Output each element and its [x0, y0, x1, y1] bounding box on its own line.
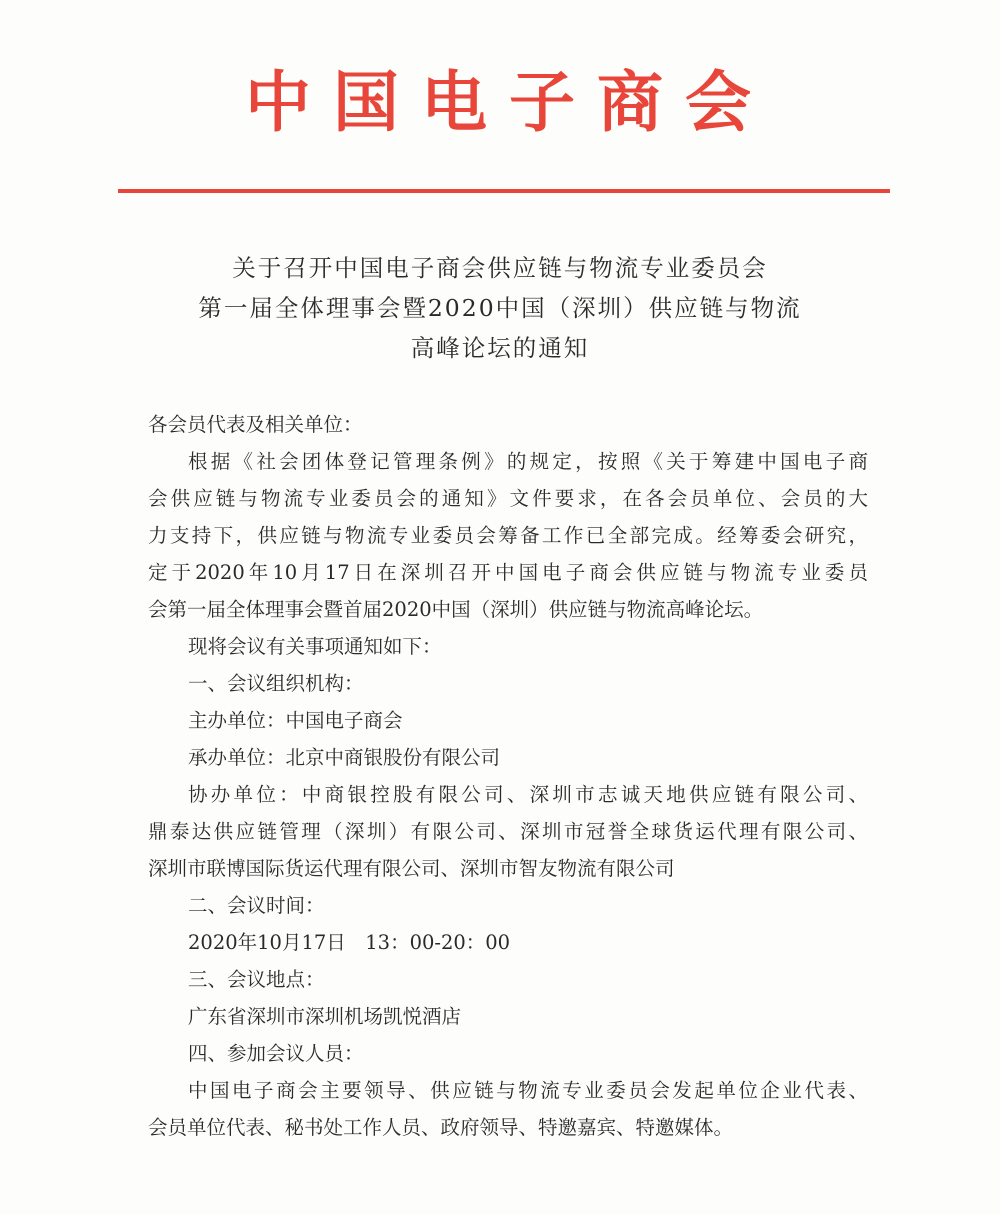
paragraph-1-line-2: 会供应链与物流专业委员会的通知》文件要求，在各会员单位、会员的大 [148, 487, 868, 510]
letterhead-org-name: 中国电子商会 [245, 64, 773, 141]
meeting-time: 2020年10月17日 13：00-20：00 [188, 931, 511, 954]
title-line-3: 高峰论坛的通知 [410, 334, 590, 362]
document-body [148, 406, 868, 1146]
co-organizers-line-3: 深圳市联博国际货运代理有限公司、深圳市智友物流有限公司 [148, 857, 675, 880]
intro-line: 现将会议有关事项通知如下： [188, 635, 442, 658]
co-organizers-line-2: 鼎泰达供应链管理（深圳）有限公司、深圳市冠誉全球货运代理有限公司、 [148, 820, 868, 843]
organizer-line: 承办单位：北京中商银股份有限公司 [188, 746, 501, 769]
paragraph-1-line-3: 力支持下，供应链与物流专业委员会筹备工作已全部完成。经筹委会研究， [148, 524, 868, 547]
document-title [0, 248, 1000, 368]
co-organizers-line-1: 协办单位：中商银控股有限公司、深圳市志诚天地供应链有限公司、 [188, 783, 868, 806]
salutation: 各会员代表及相关单位： [148, 413, 363, 436]
section-1-heading: 一、会议组织机构： [188, 672, 364, 695]
host-line: 主办单位：中国电子商会 [188, 709, 403, 732]
title-line-2: 第一届全体理事会暨2020中国（深圳）供应链与物流 [198, 294, 802, 322]
section-3-heading: 三、会议地点： [188, 968, 325, 991]
section-4-heading: 四、参加会议人员： [188, 1042, 364, 1065]
letterhead-red-rule [118, 189, 890, 193]
meeting-venue: 广东省深圳市深圳机场凯悦酒店 [188, 1005, 462, 1028]
paragraph-1-line-4: 定于2020年10月17日在深圳召开中国电子商会供应链与物流专业委员 [148, 561, 868, 584]
attendees-line-2: 会员单位代表、秘书处工作人员、政府领导、特邀嘉宾、特邀媒体。 [148, 1116, 734, 1139]
section-2-heading: 二、会议时间： [188, 894, 325, 917]
paragraph-1-line-1: 根据《社会团体登记管理条例》的规定，按照《关于筹建中国电子商 [188, 450, 868, 473]
paragraph-1-line-5: 会第一届全体理事会暨首届2020中国（深圳）供应链与物流高峰论坛。 [148, 598, 764, 621]
attendees-line-1: 中国电子商会主要领导、供应链与物流专业委员会发起单位企业代表、 [188, 1079, 868, 1102]
title-line-1: 关于召开中国电子商会供应链与物流专业委员会 [232, 254, 768, 282]
